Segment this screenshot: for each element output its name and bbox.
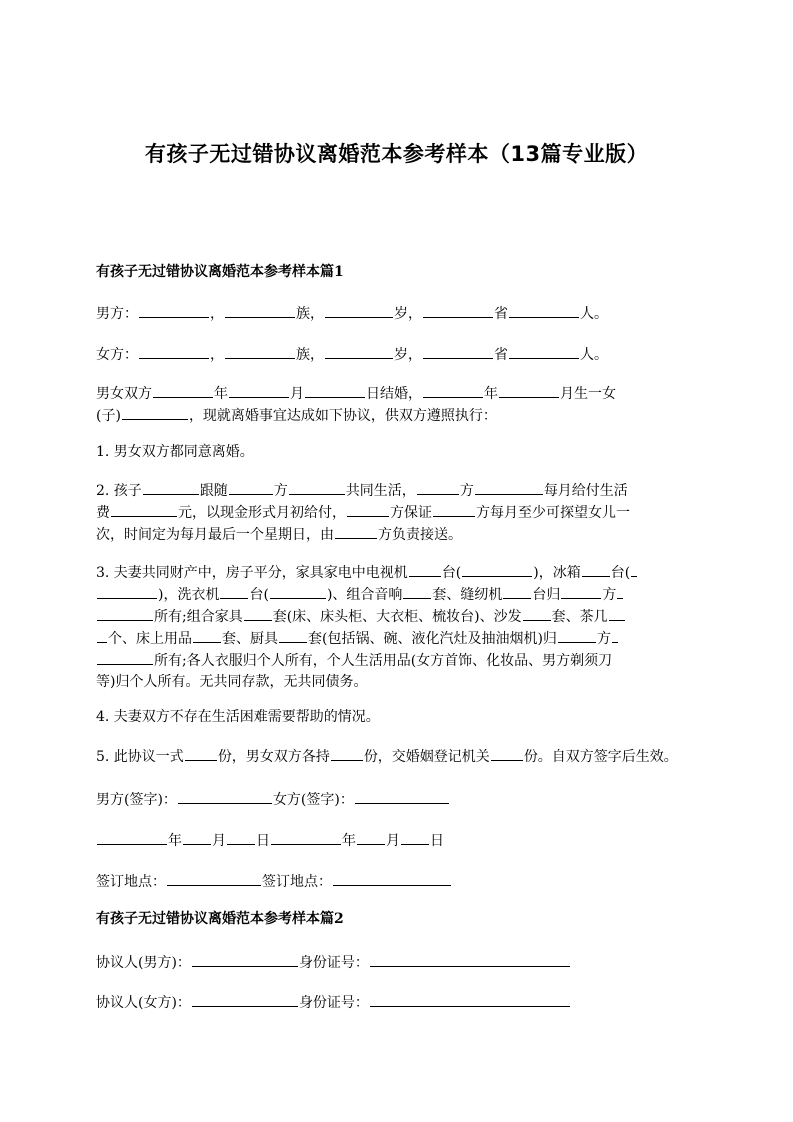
- blank: [325, 303, 393, 318]
- blank: [558, 628, 596, 643]
- item-3-paragraph: [96, 562, 698, 693]
- blank: [229, 480, 273, 495]
- text: 日: [256, 833, 270, 849]
- text: 跟随: [199, 483, 228, 499]
- text: 5. 此协议一式: [96, 749, 184, 765]
- text: 岁，: [394, 306, 422, 322]
- text: 台(: [441, 565, 462, 581]
- woman-signature-blank: [355, 789, 449, 804]
- text: 省: [494, 306, 508, 322]
- section-heading-1: 有孩子无过错协议离婚范本参考样本篇1: [96, 264, 344, 280]
- text: 方: [273, 483, 288, 499]
- blank: [167, 871, 261, 886]
- blank: [143, 480, 199, 495]
- text: 年: [484, 386, 498, 402]
- party-man-line: [96, 952, 698, 972]
- blank: [423, 303, 493, 318]
- text: 协议人(男方)：: [96, 955, 191, 971]
- text: 签订地点：: [262, 874, 332, 890]
- blank: [97, 830, 167, 845]
- blank: [403, 584, 431, 599]
- text: 台(: [249, 587, 269, 603]
- text: 共同生活，: [345, 483, 416, 499]
- text: 套、茶几: [551, 609, 608, 625]
- blank: [357, 830, 385, 845]
- item-5: [96, 746, 698, 766]
- section-heading-2: 有孩子无过错协议离婚范本参考样本篇2: [96, 911, 344, 927]
- blank: [509, 303, 579, 318]
- text: 签订地点：: [96, 874, 166, 890]
- woman-info-line: [96, 344, 698, 364]
- text: 男女双方: [96, 386, 152, 402]
- blank: [97, 584, 157, 599]
- text: 人。: [580, 306, 608, 322]
- blank: [227, 830, 255, 845]
- blank: [139, 344, 209, 359]
- text: 费: [96, 505, 110, 521]
- blank: [122, 405, 188, 420]
- text: 省: [494, 347, 508, 363]
- blank: [183, 830, 211, 845]
- blank: [111, 502, 177, 517]
- text: 台归: [532, 587, 561, 603]
- text: 方: [459, 483, 474, 499]
- blank: [609, 606, 625, 621]
- text: 方每月至少可探望女儿一: [476, 505, 630, 521]
- blank: [433, 502, 475, 517]
- blank: [462, 562, 532, 577]
- blank: [523, 606, 551, 621]
- blank: [409, 562, 441, 577]
- text: 方: [602, 587, 617, 603]
- blank: [370, 952, 570, 967]
- text: 月: [212, 833, 226, 849]
- woman-signature-label: 女方(签字)：: [272, 792, 354, 808]
- text: (子): [96, 408, 121, 424]
- text: 年: [214, 386, 228, 402]
- place-line: [96, 871, 698, 891]
- text: 3. 夫妻共同财产中，房子平分，家具家电中电视机: [96, 565, 408, 581]
- text: 2. 孩子: [96, 483, 142, 499]
- text: )，洗衣机: [158, 587, 220, 603]
- blank: [193, 628, 221, 643]
- blank: [225, 303, 295, 318]
- blank: [244, 606, 272, 621]
- text: ，: [210, 306, 224, 322]
- blank: [631, 562, 637, 577]
- text: ，现就离婚事宜达成如下协议，供双方遵照执行：: [188, 408, 497, 424]
- blank: [229, 383, 289, 398]
- blank: [417, 480, 459, 495]
- blank: [347, 502, 389, 517]
- blank: [271, 830, 341, 845]
- signature-line: [96, 789, 698, 809]
- text: 年: [342, 833, 356, 849]
- text: 人。: [580, 347, 608, 363]
- blank: [423, 383, 483, 398]
- text: 每月给付生活: [543, 483, 628, 499]
- blank: [509, 344, 579, 359]
- blank: [331, 746, 363, 761]
- blank: [401, 830, 429, 845]
- date-line: [96, 830, 698, 850]
- blank: [192, 952, 298, 967]
- text: 个、床上用品: [108, 631, 192, 647]
- blank: [475, 480, 543, 495]
- text: 月: [290, 386, 304, 402]
- blank: [503, 584, 531, 599]
- blank: [617, 584, 623, 599]
- blank: [423, 344, 493, 359]
- text: 日: [430, 833, 444, 849]
- text: 族，: [296, 347, 324, 363]
- text: 份，男女双方各持: [217, 749, 330, 765]
- blank: [185, 746, 217, 761]
- text: 身份证号：: [298, 955, 369, 971]
- blank: [153, 383, 213, 398]
- blank: [97, 606, 153, 621]
- blank: [335, 524, 377, 539]
- blank: [270, 584, 326, 599]
- text: 套、缝纫机: [432, 587, 503, 603]
- text: 套(包括锅、碗、液化汽灶及抽油烟机)归: [308, 631, 557, 647]
- text: 套(床、床头柜、大衣柜、梳妆台)、沙发: [272, 609, 522, 625]
- text: ，: [210, 347, 224, 363]
- item-1: 1. 男女双方都同意离婚。: [96, 444, 254, 460]
- blank: [97, 628, 107, 643]
- blank: [279, 628, 307, 643]
- text: 份，交婚姻登记机关: [363, 749, 490, 765]
- man-info-line: [96, 303, 698, 323]
- text: 方: [596, 631, 611, 647]
- text: 身份证号：: [298, 995, 369, 1011]
- man-signature-blank: [178, 789, 272, 804]
- blank: [325, 344, 393, 359]
- blank: [582, 562, 610, 577]
- text: 协议人(女方)：: [96, 995, 191, 1011]
- text: 次，时间定为每月最后一个星期日，由: [96, 527, 334, 543]
- text: )、组合音响: [326, 587, 403, 603]
- text: )，冰箱: [533, 565, 581, 581]
- text: 台(: [610, 565, 631, 581]
- blank: [370, 992, 570, 1007]
- blank: [225, 344, 295, 359]
- text: 方负责接送。: [378, 527, 462, 543]
- party-woman-line: [96, 992, 698, 1012]
- text: 年: [168, 833, 182, 849]
- text: 所有;各人衣服归个人所有，个人生活用品(女方首饰、化妆品、男方剃须刀: [154, 653, 613, 669]
- text: 份。自双方签字后生效。: [523, 749, 678, 765]
- text: 日结婚，: [366, 386, 422, 402]
- man-label: 男方：: [96, 306, 138, 322]
- page-title: 有孩子无过错协议离婚范本参考样本（13篇专业版）: [144, 142, 649, 166]
- blank: [491, 746, 523, 761]
- marriage-paragraph: [96, 383, 698, 427]
- woman-label: 女方：: [96, 347, 138, 363]
- text: 等)归个人所有。无共同存款，无共同债务。: [96, 674, 368, 690]
- blank: [305, 383, 365, 398]
- blank: [192, 992, 298, 1007]
- text: 族，: [296, 306, 324, 322]
- text: 月: [386, 833, 400, 849]
- blank: [289, 480, 345, 495]
- blank: [499, 383, 559, 398]
- item-2-paragraph: [96, 480, 698, 546]
- text: 方保证: [390, 505, 432, 521]
- text: 月生一女: [560, 386, 616, 402]
- blank: [220, 584, 248, 599]
- text: 所有;组合家具: [154, 609, 243, 625]
- man-signature-label: 男方(签字)：: [96, 792, 177, 808]
- item-4: 4. 夫妻双方不存在生活困难需要帮助的情况。: [96, 709, 380, 725]
- blank: [612, 628, 618, 643]
- blank: [333, 871, 451, 886]
- text: 岁，: [394, 347, 422, 363]
- blank: [561, 584, 601, 599]
- blank: [97, 650, 153, 665]
- text: 元，以现金形式月初给付，: [178, 505, 346, 521]
- blank: [139, 303, 209, 318]
- text: 套、厨具: [222, 631, 278, 647]
